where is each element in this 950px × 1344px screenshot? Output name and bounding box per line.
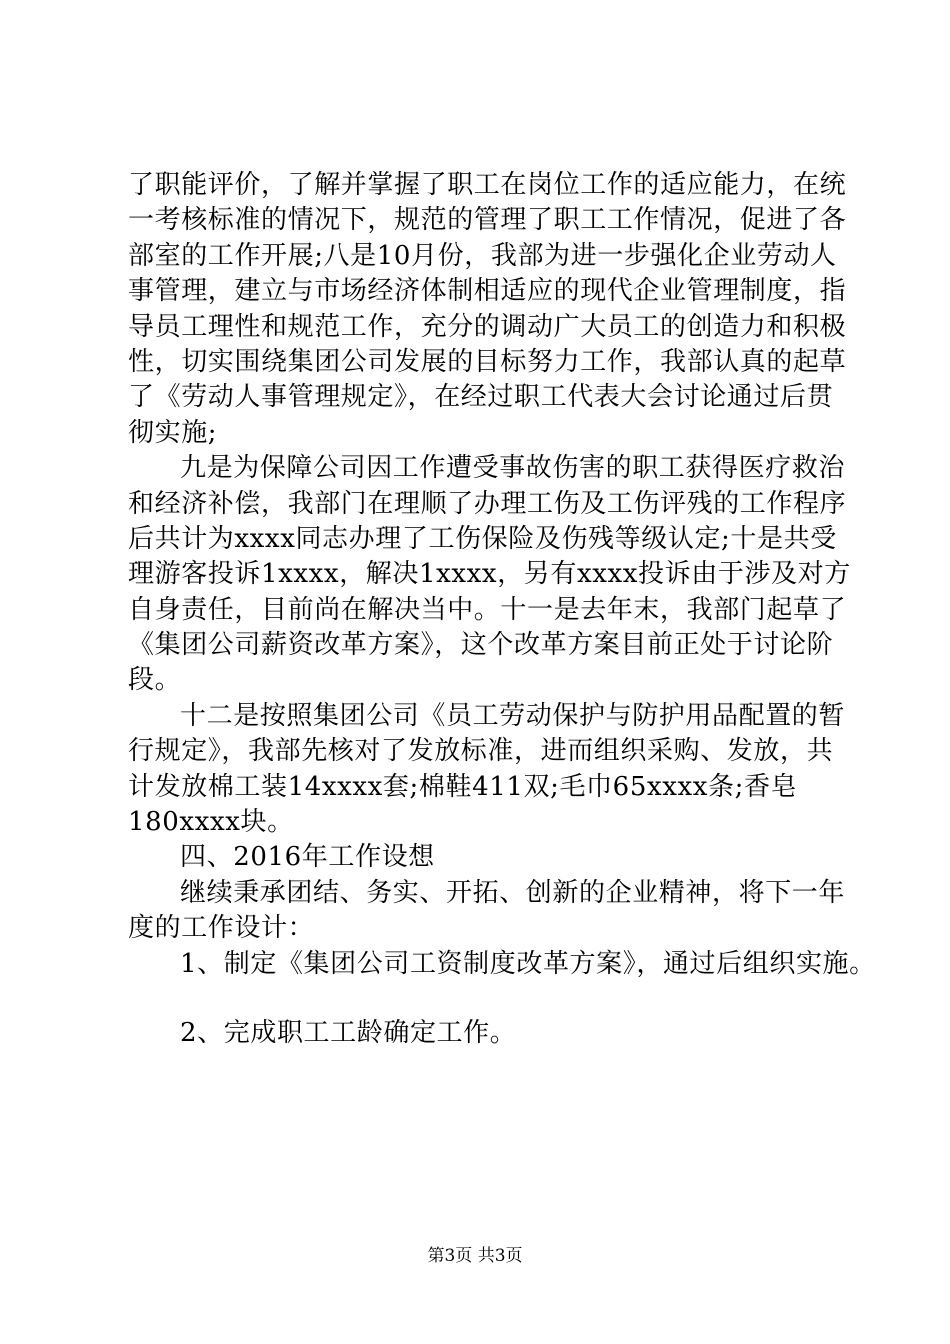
body-line: 部室的工作开展;八是10月份，我部为进一步强化企业劳动人 bbox=[128, 240, 837, 271]
body-line: 了《劳动人事管理规定》，在经过职工代表大会讨论通过后贯 bbox=[128, 382, 834, 413]
body-line: 行规定》，我部先核对了发放标准，进而组织采购、发放，共 bbox=[128, 736, 834, 767]
paragraph-start-line: 九是为保障公司因工作遭受事故伤害的职工获得医疗救治 bbox=[180, 453, 846, 484]
body-line: 自身责任，目前尚在解决当中。十一是去年末，我部门起草了 bbox=[128, 594, 847, 625]
body-line: 和经济补偿，我部门在理顺了办理工伤及工伤评残的工作程序 bbox=[128, 488, 847, 519]
body-line: 《集团公司薪资改革方案》，这个改革方案目前正处于讨论阶 bbox=[128, 630, 834, 661]
paragraph-gap bbox=[128, 982, 828, 1016]
body-line: 后共计为xxxx同志办理了工伤保险及伤残等级认定;十是共受 bbox=[128, 523, 837, 554]
section-heading: 四、2016年工作设想 bbox=[180, 842, 435, 873]
list-item: 2、完成职工工龄确定工作。 bbox=[180, 1017, 517, 1048]
body-line: 180xxxx块。 bbox=[128, 807, 294, 838]
body-line: 一考核标准的情况下，规范的管理了职工工作情况，促进了各 bbox=[128, 205, 847, 236]
document-body bbox=[128, 168, 876, 1051]
body-line: 了职能评价，了解并掌握了职工在岗位工作的适应能力，在统 bbox=[128, 170, 847, 200]
paragraph-start-line: 十二是按照集团公司《员工劳动保护与防护用品配置的暂 bbox=[180, 700, 846, 731]
paragraph-start-line: 继续秉承团结、务实、开拓、创新的企业精神，将下一年 bbox=[180, 877, 846, 908]
body-line: 彻实施; bbox=[128, 417, 218, 448]
body-line: 段。 bbox=[128, 665, 182, 696]
page-footer: 第3页 共3页 bbox=[427, 1246, 523, 1266]
body-line: 计发放棉工装14xxxx套;棉鞋411双;毛巾65xxxx条;香皂 bbox=[128, 771, 798, 802]
body-line: 事管理，建立与市场经济体制相适应的现代企业管理制度，指 bbox=[128, 276, 847, 307]
list-item: 1、制定《集团公司工资制度改革方案》，通过后组织实施。 bbox=[180, 948, 876, 979]
body-line: 度的工作设计： bbox=[128, 913, 315, 944]
body-line: 导员工理性和规范工作，充分的调动广大员工的创造力和积极 bbox=[128, 311, 847, 342]
body-line: 性，切实围绕集团公司发展的目标努力工作，我部认真的起草 bbox=[128, 346, 847, 377]
body-line: 理游客投诉1xxxx，解决1xxxx，另有xxxx投诉由于涉及对方 bbox=[128, 559, 851, 590]
